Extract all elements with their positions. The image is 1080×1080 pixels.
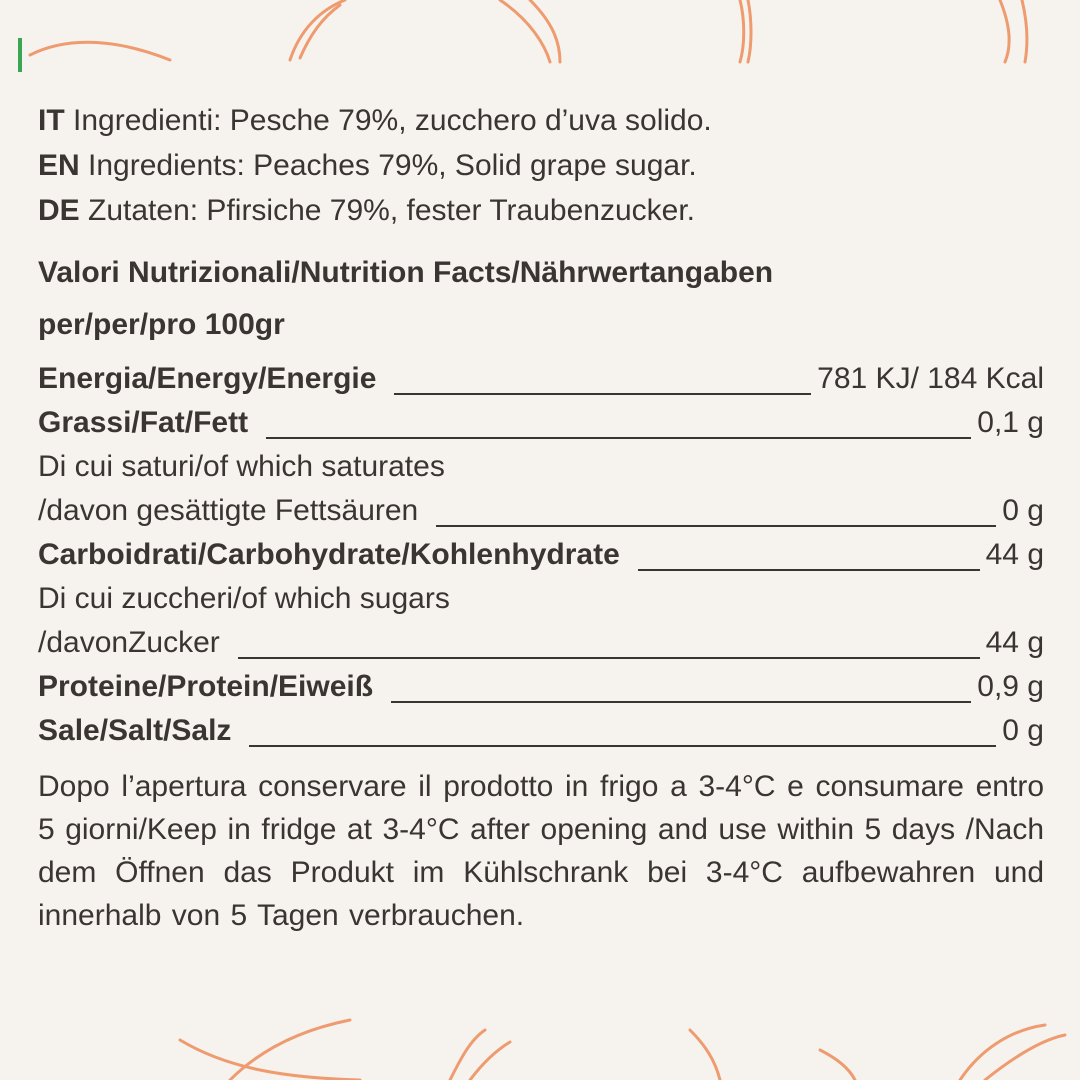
energy-value: 781 KJ/ 184 Kcal (817, 362, 1044, 395)
leader-line (249, 745, 996, 747)
carbohydrate-label: Carboidrati/Carbohydrate/Kohlenhydrate (38, 538, 620, 571)
nutrition-row-energy (38, 357, 1044, 401)
sugars-value: 44 g (985, 626, 1044, 659)
lang-code-it: IT (38, 104, 65, 137)
ingredients-block (38, 98, 1044, 233)
nutrition-per: per/per/pro 100gr (38, 308, 285, 341)
lang-code-en: EN (38, 149, 80, 182)
saturates-value: 0 g (1002, 494, 1044, 527)
nutrition-row-carbohydrate (38, 533, 1044, 577)
nutrition-title: Valori Nutrizionali/Nutrition Facts/Nährwertangaben (38, 256, 774, 289)
leader-line (436, 525, 996, 527)
ingredients-en (38, 143, 1044, 188)
ingredients-text-en: Ingredients: Peaches 79%, Solid grape sugar. (88, 149, 697, 182)
protein-value: 0,9 g (977, 670, 1044, 703)
salt-value: 0 g (1002, 714, 1044, 747)
lang-code-de: DE (38, 194, 80, 227)
nutrition-row-protein (38, 665, 1044, 709)
fat-value: 0,1 g (977, 406, 1044, 439)
ingredients-de (38, 188, 1044, 233)
ingredients-text-de: Zutaten: Pfirsiche 79%, fester Traubenzucker. (88, 194, 696, 227)
carbohydrate-value: 44 g (985, 538, 1044, 571)
ingredients-text-it: Ingredienti: Pesche 79%, zucchero d’uva solido. (73, 104, 712, 137)
saturates-label-line1: Di cui saturi/of which saturates (38, 450, 445, 483)
sugars-label-line2: /davonZucker (38, 626, 220, 659)
leader-line (638, 569, 980, 571)
leader-line (391, 701, 971, 703)
leader-line (394, 393, 811, 395)
storage-instructions: Dopo l’apertura conservare il prodotto in frigo a 3-4°C e consumare entro 5 giorni/Keep in fridge at 3-4°C after opening and use within 5 days /Nach dem Öffnen das Produkt im Kühlschrank bei 3-4°C aufbewahren und innerhalb von 5 Tagen verbrauchen. (38, 770, 1044, 932)
nutrition-row-sugars (38, 577, 1044, 665)
nutrition-row-fat (38, 401, 1044, 445)
ingredients-it (38, 98, 1044, 143)
saturates-label-line2: /davon gesättigte Fettsäuren (38, 494, 419, 527)
sugars-label-line1: Di cui zuccheri/of which sugars (38, 582, 450, 615)
protein-label: Proteine/Protein/Eiweiß (38, 670, 374, 703)
nutrition-row-salt (38, 709, 1044, 753)
leader-line (266, 437, 971, 439)
label-content (38, 98, 1044, 937)
salt-label: Sale/Salt/Salz (38, 714, 232, 747)
nutrition-table (38, 357, 1044, 753)
energy-label: Energia/Energy/Energie (38, 362, 377, 395)
fat-label: Grassi/Fat/Fett (38, 406, 249, 439)
nutrition-row-saturates (38, 445, 1044, 533)
leader-line (238, 657, 980, 659)
